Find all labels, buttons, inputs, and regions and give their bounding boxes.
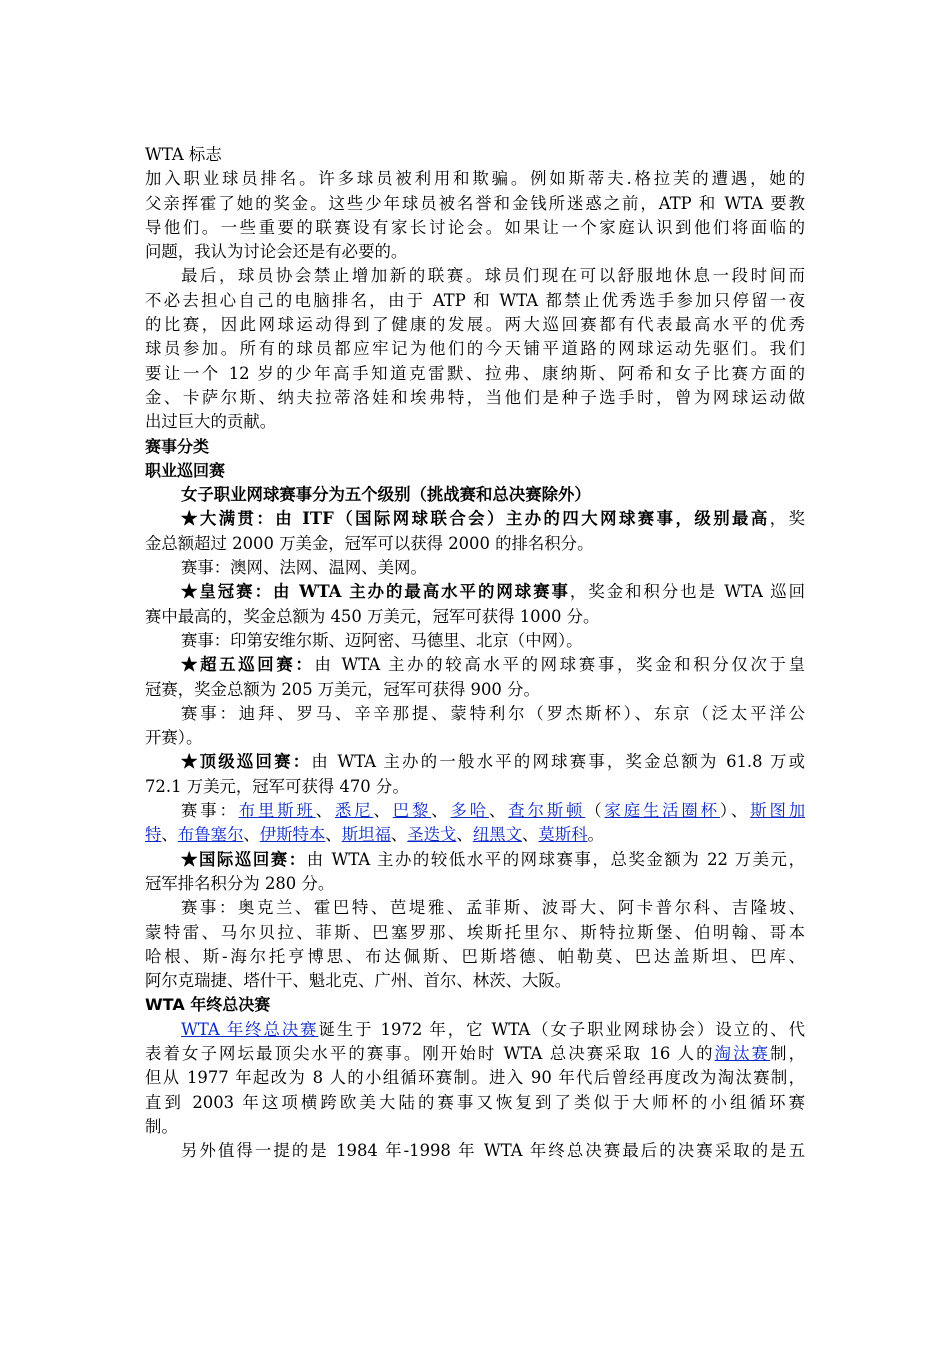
text-line: [145, 1139, 805, 1163]
body-text: 、: [431, 801, 451, 821]
hyperlink[interactable]: 莫斯科: [538, 825, 588, 845]
text-line: [145, 410, 805, 434]
hyperlink[interactable]: 圣迭戈: [407, 825, 457, 845]
body-text: 不必去担心自己的电脑排名，由于 ATP 和 WTA 都禁止优秀选手参加只停留一夜: [145, 290, 805, 310]
hyperlink[interactable]: 布里斯班: [238, 801, 316, 821]
hyperlink[interactable]: 巴黎: [392, 801, 432, 821]
hyperlink[interactable]: 特: [145, 825, 162, 845]
body-text: 、: [488, 801, 509, 821]
text-line: [145, 945, 805, 969]
text-line: [145, 1018, 805, 1042]
hyperlink[interactable]: 多哈: [450, 801, 489, 821]
body-text: 赛事：印第安维尔斯、迈阿密、马德里、北京（中网）。: [181, 630, 583, 650]
text-line: [145, 848, 805, 872]
body-text: 冠军排名积分为 280 分。: [145, 873, 335, 893]
body-text: 要让一个 12 岁的少年高手知道克雷默、拉弗、康纳斯、阿希和女子比赛方面的: [145, 363, 805, 383]
text-line: [145, 337, 805, 361]
body-text: 球员参加。所有的球员都应牢记为他们的今天铺平道路的网球运动先驱们。我们: [145, 339, 805, 359]
body-text: 出过巨大的贡献。: [145, 412, 277, 432]
document-body: [145, 143, 805, 1163]
text-line: [145, 240, 805, 264]
text-line: [145, 1042, 805, 1066]
text-line: [145, 556, 805, 580]
text-line: [145, 605, 805, 629]
body-text: 开赛）。: [145, 728, 203, 748]
section-heading: 赛事分类: [145, 436, 210, 456]
body-text: 赛事：迪拜、罗马、辛辛那提、蒙特利尔（罗杰斯杯）、东京（泛太平洋公: [181, 703, 805, 723]
bold-text: 女子职业网球赛事分为五个级别（挑战赛和总决赛除外）: [181, 485, 591, 505]
text-line: [145, 775, 805, 799]
text-line: [145, 507, 805, 531]
body-text: 赛事：: [181, 801, 239, 821]
text-line: [145, 702, 805, 726]
body-text: 阿尔克瑞捷、塔什干、魁北克、广州、首尔、林茨、大阪。: [145, 971, 572, 991]
text-line: [145, 799, 805, 823]
body-text: 表着女子网坛最顶尖水平的赛事。刚开始时 WTA 总决赛采取 16 人的: [145, 1043, 715, 1063]
text-line: [145, 362, 805, 386]
hyperlink[interactable]: 悉尼: [334, 801, 374, 821]
section-heading: WTA 年终总决赛: [145, 995, 271, 1015]
text-line: [145, 823, 805, 847]
text-line: [145, 483, 805, 507]
text-line: [145, 1091, 805, 1115]
body-text: 金总额超过 2000 万美金，冠军可以获得 2000 的排名积分。: [145, 533, 594, 553]
text-line: [145, 653, 805, 677]
hyperlink[interactable]: 布鲁塞尔: [177, 825, 244, 845]
bold-text: ★国际巡回赛：: [181, 849, 307, 869]
text-line: [145, 532, 805, 556]
text-line: [145, 993, 805, 1017]
text-line: [145, 216, 805, 240]
body-text: 赛事：澳网、法网、温网、美网。: [181, 558, 427, 578]
text-line: [145, 435, 805, 459]
bold-text: ★超五巡回赛：: [181, 655, 315, 675]
text-line: [145, 921, 805, 945]
text-line: [145, 750, 805, 774]
body-text: 赛事：奥克兰、霍巴特、芭堤雅、孟菲斯、波哥大、阿卡普尔科、吉隆坡、: [181, 898, 805, 918]
body-text: 、: [315, 801, 335, 821]
body-text: 父亲挥霍了她的奖金。这些少年球员被名誉和金钱所迷惑之前，ATP 和 WTA 要教: [145, 193, 805, 213]
body-text: 由 WTA 主办的较高水平的网球赛事，奖金和积分仅次于皇: [314, 655, 806, 675]
body-text: 问题，我认为讨论会还是有必要的。: [145, 242, 408, 262]
text-line: [145, 386, 805, 410]
body-text: 金、卡萨尔斯、纳夫拉蒂洛娃和埃弗特，当他们是种子选手时，曾为网球运动做: [145, 387, 805, 407]
body-text: 加入职业球员排名。许多球员被利用和欺骗。例如斯蒂夫.格拉芙的遭遇，她的: [145, 169, 805, 189]
text-line: [145, 629, 805, 653]
hyperlink[interactable]: 斯图加: [750, 801, 806, 821]
body-text: 蒙特雷、马尔贝拉、菲斯、巴塞罗那、埃斯托里尔、斯特拉斯堡、伯明翰、哥本: [145, 922, 805, 942]
body-text: 冠赛，奖金总额为 205 万美元，冠军可获得 900 分。: [145, 679, 540, 699]
body-text: 哈根、斯-海尔托亨博思、布达佩斯、巴斯塔德、帕勒莫、巴达盖斯坦、巴库、: [145, 946, 805, 966]
text-line: [145, 872, 805, 896]
text-line: [145, 289, 805, 313]
body-text: ）、: [719, 801, 751, 821]
body-text: 赛中最高的，奖金总额为 450 万美元，冠军可获得 1000 分。: [145, 606, 600, 626]
text-line: [145, 678, 805, 702]
body-text: 。: [587, 825, 604, 845]
text-line: [145, 143, 805, 167]
hyperlink[interactable]: 斯坦福: [341, 825, 391, 845]
body-text: WTA 标志: [145, 145, 222, 164]
body-text: 、: [390, 825, 408, 845]
text-line: [145, 1115, 805, 1139]
hyperlink[interactable]: WTA 年终总决赛: [181, 1019, 319, 1039]
hyperlink[interactable]: 淘汰赛: [714, 1043, 771, 1063]
text-line: [145, 1066, 805, 1090]
text-line: [145, 264, 805, 288]
text-line: [145, 896, 805, 920]
hyperlink[interactable]: 伊斯特本: [259, 825, 326, 845]
body-text: 最后，球员协会禁止增加新的联赛。球员们现在可以舒服地休息一段时间而: [181, 266, 805, 286]
body-text: 72.1 万美元，冠军可获得 470 分。: [145, 776, 409, 796]
body-text: 由 WTA 主办的一般水平的网球赛事，奖金总额为 61.8 万或: [311, 752, 806, 772]
body-text: ，奖: [769, 509, 805, 529]
body-text: ，奖金和积分也是 WTA 巡回: [569, 582, 805, 602]
body-text: 导他们。一些重要的联赛设有家长讨论会。如果让一个家庭认识到他们将面临的: [145, 217, 805, 237]
body-text: 、: [325, 825, 342, 845]
body-text: 、: [521, 825, 539, 845]
section-heading: 职业巡回赛: [145, 460, 226, 480]
body-text: 、: [243, 825, 260, 845]
body-text: 、: [373, 801, 393, 821]
text-line: [145, 192, 805, 216]
body-text: 但从 1977 年起改为 8 人的小组循环赛制。进入 90 年代后曾经再度改为淘汰赛制，: [145, 1068, 805, 1088]
body-text: 诞生于 1972 年，它 WTA（女子职业网球协会）设立的、代: [318, 1019, 805, 1039]
text-line: [145, 580, 805, 604]
bold-text: ★大满贯：由 ITF（国际网球联合会）主办的四大网球赛事，级别最高: [181, 509, 770, 529]
body-text: 直到 2003 年这项横跨欧美大陆的赛事又恢复到了类似于大师杯的小组循环赛: [145, 1092, 805, 1112]
bold-text: ★顶级巡回赛：: [181, 752, 312, 772]
hyperlink[interactable]: 查尔斯顿: [508, 801, 586, 821]
hyperlink[interactable]: 家庭生活圈杯: [604, 801, 720, 821]
body-text: 制，: [770, 1043, 806, 1063]
body-text: 制。: [145, 1116, 178, 1136]
body-text: 、: [161, 825, 178, 845]
hyperlink[interactable]: 纽黑文: [472, 825, 522, 845]
text-line: [145, 726, 805, 750]
text-line: [145, 969, 805, 993]
body-text: 的比赛，因此网球运动得到了健康的发展。两大巡回赛都有代表最高水平的优秀: [145, 315, 805, 335]
body-text: 由 WTA 主办的较低水平的网球赛事，总奖金额为 22 万美元，: [306, 849, 805, 869]
body-text: 另外值得一提的是 1984 年-1998 年 WTA 年终总决赛最后的决赛采取的是五: [181, 1141, 805, 1161]
text-line: [145, 313, 805, 337]
body-text: （: [585, 801, 605, 821]
text-line: [145, 459, 805, 483]
text-line: [145, 167, 805, 191]
body-text: 、: [456, 825, 473, 845]
bold-text: ★皇冠赛：由 WTA 主办的最高水平的网球赛事: [181, 582, 570, 602]
